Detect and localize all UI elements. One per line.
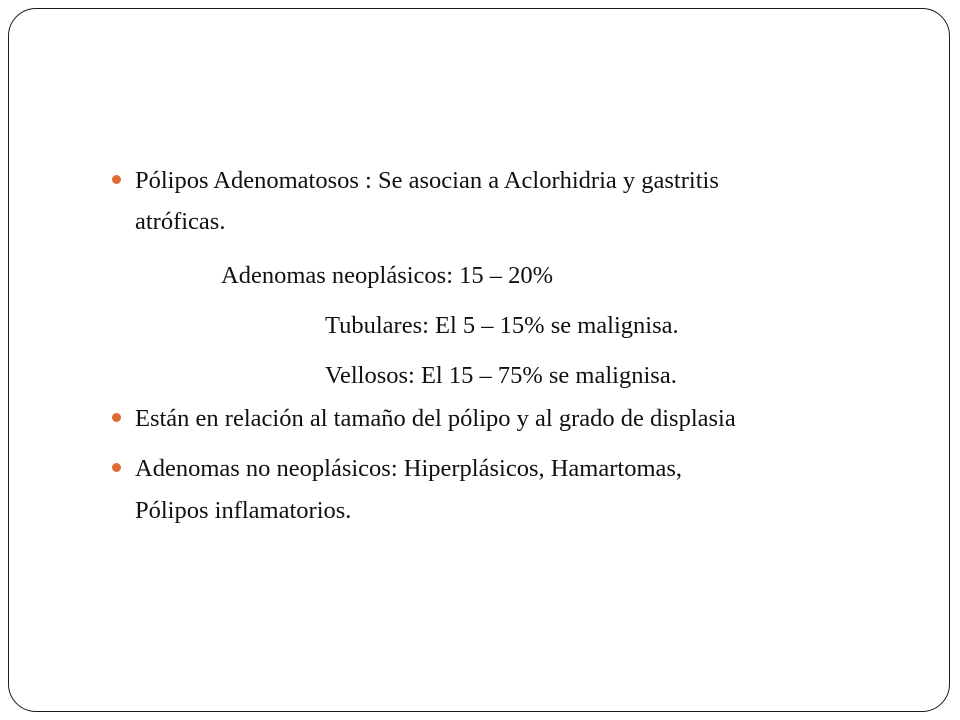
bullet-2-text: Están en relación al tamaño del pólipo y al grado de displasia [135, 405, 736, 432]
sub-line-vellosos: Vellosos: El 15 – 75% se malignisa. [325, 362, 677, 389]
sub-heading-adenomas-neoplasicos: Adenomas neoplásicos: 15 – 20% [221, 262, 554, 289]
bullet-dot-icon [112, 413, 121, 422]
bullet-1-line-2: atróficas. [135, 208, 226, 235]
bullet-dot-icon [112, 175, 121, 184]
slide-content [9, 9, 949, 711]
bullet-3-line-1: Adenomas no neoplásicos: Hiperplásicos, Hamartomas, [135, 455, 683, 482]
sub-line-tubulares: Tubulares: El 5 – 15% se malignisa. [325, 312, 679, 339]
bullet-dot-icon [112, 463, 121, 472]
slide-frame [8, 8, 950, 712]
bullet-3-line-2: Pólipos inflamatorios. [135, 497, 352, 524]
bullet-1-line-1: Pólipos Adenomatosos : Se asocian a Aclorhidria y gastritis [135, 167, 719, 194]
